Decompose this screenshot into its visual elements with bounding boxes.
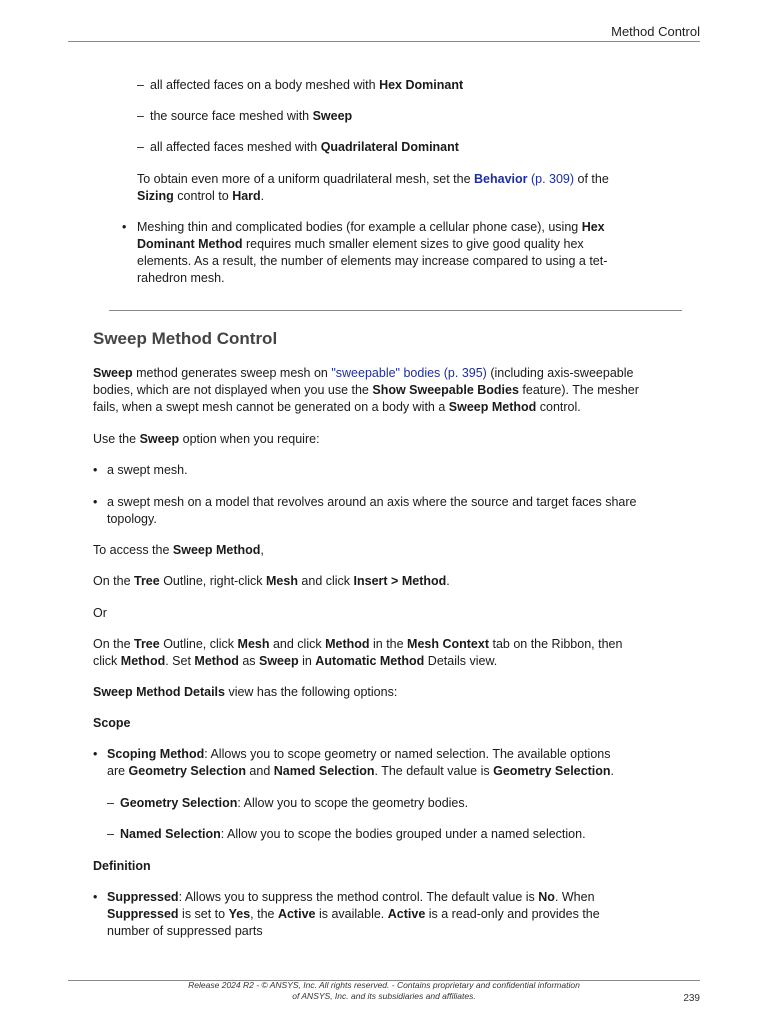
dash-marker: – [137,78,144,92]
dash-marker: – [137,109,144,123]
bullet-marker: • [93,747,98,761]
paragraph: Use the Sweep option when you require: [93,432,320,446]
sweepable-bodies-link[interactable]: "sweepable" bodies (p. 395) [331,366,487,380]
list-item: • Meshing thin and complicated bodies (for example a cellular phone case), using Hex Dominant Method requires much smaller element sizes to give good quality hex elements. As a result, the number of elements may increase compared to using a tet- rahedron mesh. [122,220,608,285]
list-item: • a swept mesh on a model that revolves around an axis where the source and target faces share topology. [93,495,637,526]
running-header-title: Method Control [611,24,700,39]
scope-heading: Scope [93,716,131,730]
bullet-marker: • [93,890,98,904]
paragraph: To access the Sweep Method, [93,543,264,557]
list-item: • a swept mesh. [93,463,188,477]
paragraph: Sweep Method Details view has the following options: [93,685,398,699]
footer-copyright: Release 2024 R2 - © ANSYS, Inc. All rights reserved. - Contains proprietary and confidential information of ANSYS, Inc. and its subsidiaries and affiliates. [188,980,580,1001]
header-rule [68,41,700,42]
list-item: – all affected faces on a body meshed with Hex Dominant [137,78,464,92]
list-item: • Suppressed: Allows you to suppress the method control. The default value is No. When Suppressed is set to Yes, the Active is available. Active is a read-only and provides the number of suppressed parts [93,890,600,938]
list-item: – the source face meshed with Sweep [137,109,353,123]
paragraph: To obtain even more of a uniform quadrilateral mesh, set the Behavior (p. 309) of the Sizing control to Hard. [137,172,609,203]
paragraph: Sweep method generates sweep mesh on "sweepable" bodies (p. 395) (including axis-sweepable bodies, which are not displayed when you use the Show Sweepable Bodies feature). The mesher fails, when a swept mesh cannot be generated on a body with a Sweep Method control. [93,366,639,414]
list-item: – Named Selection: Allow you to scope the bodies grouped under a named selection. [107,827,586,841]
bullet-marker: • [93,463,98,477]
bullet-marker: • [122,220,127,234]
behavior-link[interactable]: Behavior [474,172,528,186]
dash-marker: – [137,140,144,154]
dash-marker: – [107,827,114,841]
section-divider [109,310,682,311]
page-number: 239 [683,993,700,1004]
definition-heading: Definition [93,859,151,873]
paragraph: Or [93,606,107,620]
bullet-marker: • [93,495,98,509]
paragraph: On the Tree Outline, click Mesh and click Method in the Mesh Context tab on the Ribbon, then click Method. Set Method as Sweep in Automatic Method Details view. [93,637,623,668]
dash-marker: – [107,796,114,810]
list-item: • Scoping Method: Allows you to scope geometry or named selection. The available options are Geometry Selection and Named Selection. The default value is Geometry Selection. [93,747,614,778]
paragraph: On the Tree Outline, right-click Mesh and click Insert > Method. [93,574,450,588]
page-ref-link[interactable]: (p. 309) [527,172,575,186]
list-item: – all affected faces meshed with Quadrilateral Dominant [137,140,459,154]
list-item: – Geometry Selection: Allow you to scope the geometry bodies. [107,796,469,810]
section-title: Sweep Method Control [93,329,278,348]
